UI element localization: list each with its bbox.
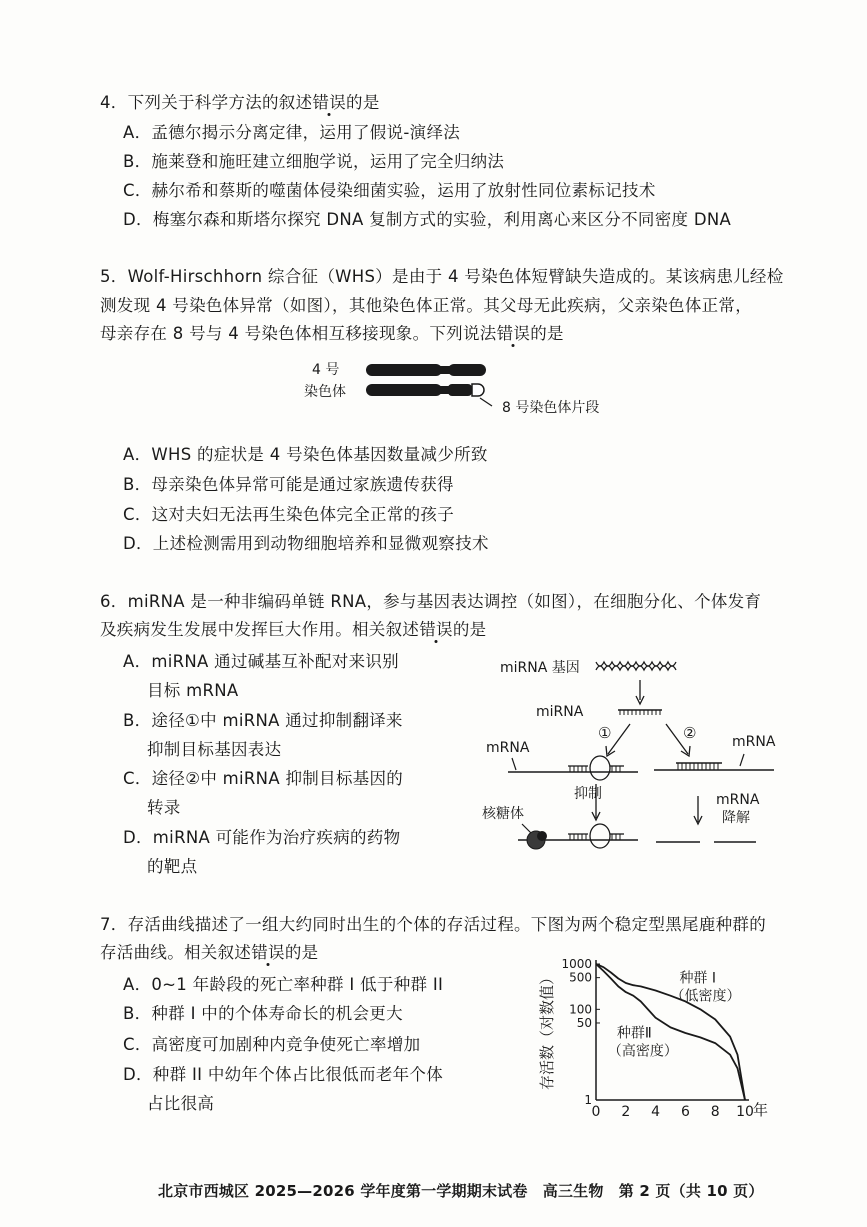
mrna-left-label: mRNA [486, 740, 530, 756]
abnormal-chromosome-4 [366, 384, 484, 396]
x-tick-label: 0 [591, 1104, 601, 1120]
q4-option-a: A．孟德尔揭示分离定律，运用了假说-演绎法 [123, 123, 461, 142]
x-tick-label: 8 [710, 1104, 720, 1120]
series-2-sublabel: （高密度） [607, 1043, 678, 1060]
mirna-label: miRNA [536, 704, 584, 720]
q6-option-d-cont: 的靶点 [147, 857, 198, 876]
q4-option-c: C．赫尔希和蔡斯的噬菌体侵染细菌实验，运用了放射性同位素标记技术 [123, 181, 656, 200]
survival-curve-chart [530, 950, 790, 1125]
series-1-label: 种群 I [679, 970, 717, 987]
chart-ylabel: 存活数（对数值） [538, 969, 556, 1091]
x-tick-label: 6 [680, 1104, 690, 1120]
q5-option-a: A．WHS 的症状是 4 号染色体基因数量减少所致 [123, 445, 488, 464]
q6-option-b: B．途径①中 miRNA 通过抑制翻译来 [123, 711, 403, 730]
mrna-right-label: mRNA [732, 734, 776, 750]
q7-option-c: C．高密度可加剧种内竞争使死亡率增加 [123, 1035, 421, 1054]
emphasis-mark: 错误 [496, 324, 531, 343]
normal-chromosome-4 [366, 364, 486, 376]
q4-option-d: D．梅塞尔森和斯塔尔探究 DNA 复制方式的实验，利用离心来区分不同密度 DNA [123, 210, 732, 229]
q5-option-b: B．母亲染色体异常可能是通过家族遗传获得 [123, 475, 454, 494]
q4-stem: 4．下列关于科学方法的叙述错误的是 [100, 93, 380, 112]
q6-stem-line2: 及疾病发生发展中发挥巨大作用。相关叙述错误的是 [100, 620, 487, 639]
q7-stem-line1: 7．存活曲线描述了一组大约同时出生的个体的存活过程。下图为两个稳定型黑尾鹿种群的 [100, 915, 766, 934]
q5-stem-line3: 母亲存在 8 号与 4 号染色体相互移接现象。下列说法错误的是 [100, 324, 564, 343]
chart-ticks [561, 957, 753, 1120]
ribosome-label: 核糖体 [482, 806, 524, 822]
y-tick-label: 50 [576, 1015, 592, 1030]
chart-xlabel: 年 [753, 1101, 769, 1119]
q6-option-a-cont: 目标 mRNA [147, 681, 239, 700]
q6-option-b-cont: 抑制目标基因表达 [147, 740, 282, 759]
chromosome-label-bottom: 染色体 [304, 384, 346, 400]
q4-option-b: B．施莱登和施旺建立细胞学说，运用了完全归纳法 [123, 152, 505, 171]
q5-option-d: D．上述检测需用到动物细胞培养和显微观察技术 [123, 534, 489, 553]
degrade-label-2: 降解 [722, 810, 750, 826]
emphasis-mark: 错误 [419, 620, 453, 639]
chromosome-figure [300, 356, 640, 426]
q6-option-c: C．途径②中 miRNA 抑制目标基因的 [123, 769, 404, 788]
emphasis-mark: 错误 [312, 93, 347, 112]
y-tick-label: 1 [584, 1093, 592, 1107]
q6-stem-line1: 6．miRNA 是一种非编码单链 RNA，参与基因表达调控（如图），在细胞分化、个体发育 [100, 592, 762, 611]
series-2-label: 种群Ⅱ [616, 1025, 652, 1042]
q7-option-a: A．0~1 年龄段的死亡率种群 I 低于种群 II [123, 975, 444, 994]
mirna-gene-label: miRNA 基因 [500, 660, 580, 676]
mirna-diagram [478, 650, 798, 862]
page-footer: 北京市西城区 2025—2026 学年度第一学期期末试卷 高三生物 第 2 页（共 10 页） [158, 1182, 764, 1200]
chromosome-fragment-label: 8 号染色体片段 [502, 400, 600, 416]
x-tick-label: 10 [736, 1104, 754, 1120]
x-tick-label: 2 [621, 1104, 631, 1120]
path-2-label: ② [683, 724, 697, 742]
q5-stem-line2: 测发现 4 号染色体异常（如图），其他染色体正常。其父母无此疾病，父亲染色体正常， [100, 296, 753, 315]
loop-structure [590, 756, 610, 780]
inhibit-label: 抑制 [574, 786, 602, 802]
series-1-sublabel: （低密度） [670, 988, 741, 1005]
emphasis-mark: 错误 [251, 943, 285, 962]
q6-option-d: D．miRNA 可能作为治疗疾病的药物 [123, 828, 401, 847]
q6-option-c-cont: 转录 [147, 798, 181, 817]
chromosome-8-fragment [472, 384, 484, 396]
q5-option-c: C．这对夫妇无法再生染色体完全正常的孩子 [123, 505, 455, 524]
y-tick-label: 500 [569, 970, 592, 985]
y-tick-label: 100 [569, 1002, 592, 1017]
chromosome-label-top: 4 号 [312, 362, 340, 378]
q6-option-a: A．miRNA 通过碱基互补配对来识别 [123, 652, 399, 671]
q5-stem-line1: 5．Wolf-Hirschhorn 综合征（WHS）是由于 4 号染色体短臂缺失造成的。某该病患儿经检 [100, 267, 784, 286]
q7-option-b: B．种群 I 中的个体寿命长的机会更大 [123, 1004, 403, 1023]
y-tick-label: 1000 [561, 957, 592, 971]
q7-stem-line2: 存活曲线。相关叙述错误的是 [100, 943, 319, 962]
x-tick-label: 4 [651, 1104, 661, 1120]
q7-option-d-cont: 占比很高 [147, 1094, 215, 1113]
q7-option-d: D．种群 II 中幼年个体占比很低而老年个体 [123, 1065, 444, 1084]
path-1-label: ① [598, 724, 612, 742]
degrade-label-1: mRNA [716, 792, 760, 808]
